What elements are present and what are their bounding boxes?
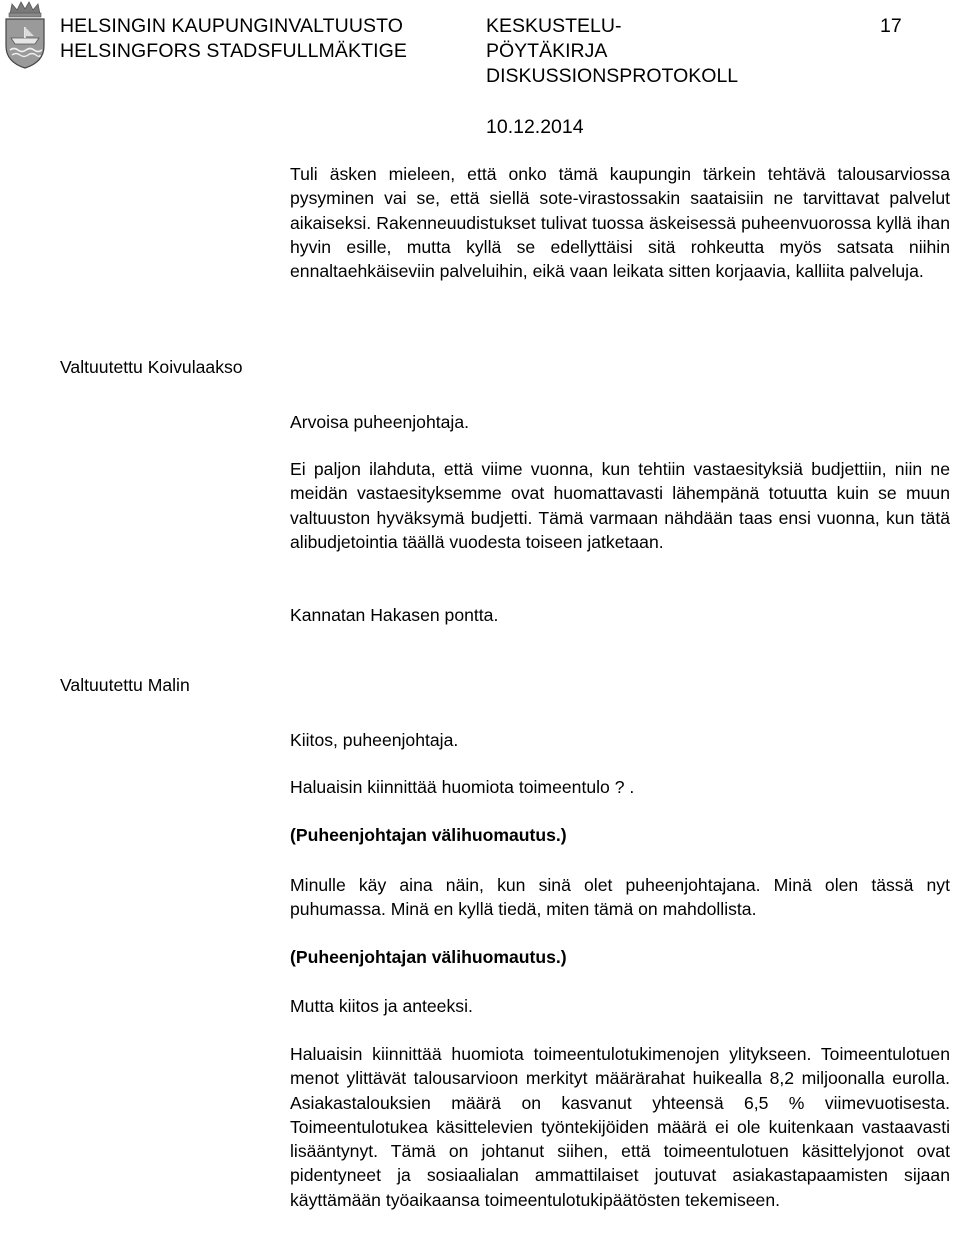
organization-name-finnish: HELSINGIN KAUPUNGINVALTUUSTO [60,15,404,37]
organization-name [60,14,407,64]
paragraph-puheenjohtaja: Minulle käy aina näin, kun sinä olet puheenjohtajana. Minä olen tässä nyt puhumassa. Minä en kyllä tiedä, miten tämä on mahdollista. [290,875,950,920]
paragraph-greeting-2: Kiitos, puheenjohtaja. [290,730,459,750]
organization-name-swedish: HELSINGFORS STADSFULLMÄKTIGE [60,40,408,62]
page-number: 17 [880,15,902,37]
helsinki-coat-of-arms-icon [2,0,48,70]
speaker-malin: Valtuutettu Malin [60,675,190,695]
paragraph-toimeentulo-start: Haluaisin kiinnittää huomiota toimeentulo ? . [290,777,635,797]
paragraph-greeting-1: Arvoisa puheenjohtaja. [290,412,469,432]
document-type-line-3: DISKUSSIONSPROTOKOLL [486,65,739,87]
paragraph-budjetti: Ei paljon ilahduta, että viime vuonna, kun tehtiin vastaesityksiä budjettiin, niin ne meidän vastaesityksemme ovat huomattavasti lähempänä totuutta kuin se muun valtuuston hyväksymä budjetti. Tämä varmaan nähdään taas ensi vuonna, kun tätä alibudjetointia täällä vuodesta toiseen jatketaan. [290,459,950,552]
paragraph-talousarvio: Tuli äsken mieleen, että onko tämä kaupungin tärkein tehtävä talousarviossa pysyminen vai se, että siellä sote-virastossakin saataisiin ne tarvittavat palvelut aikaiseksi. Rakenneuudistukset tulivat tuossa äskeisessä puheenvuorossa kyllä ihan hyvin esille, mutta kyllä se edellyttäisi sitä rohkeutta myös satsata niihin ennaltaehkäiseviin palveluihin, eikä vaan leikata sitten korjaavia, kalliita palveluja. [290,164,950,282]
chair-interjection-1: (Puheenjohtajan välihuomautus.) [290,825,567,845]
document-type [486,14,738,89]
document-type-line-2: PÖYTÄKIRJA [486,40,608,62]
paragraph-toimeentulotuki: Haluaisin kiinnittää huomiota toimeentulotukimenojen ylitykseen. Toimeentulotuen menot ylittävät talousarvioon merkityt määrärahat huikealla 8,2 miljoonalla eurolla. Asiakastalouksien määrä on kasvanut yhteensä 6,5 % viimevuotisesta. Toimeentulotukea käsittelevien työntekijöiden määrä ei ole kuitenkaan vastaavasti lisääntynyt. Tämä on johtanut siihen, että toimeentulotuen käsittelyjonot ovat pidentyneet ja sosiaalialan ammattilaiset joutuvat asiakastapaamisten sijaan käyttämään työaikaansa toimeentulotukipäätösten tekemiseen. [290,1044,950,1210]
speaker-koivulaakso: Valtuutettu Koivulaakso [60,357,243,377]
chair-interjection-2: (Puheenjohtajan välihuomautus.) [290,947,567,967]
document-type-line-1: KESKUSTELU- [486,15,622,37]
paragraph-kannatus: Kannatan Hakasen pontta. [290,605,499,625]
paragraph-anteeksi: Mutta kiitos ja anteeksi. [290,996,473,1016]
document-date: 10.12.2014 [486,116,584,138]
